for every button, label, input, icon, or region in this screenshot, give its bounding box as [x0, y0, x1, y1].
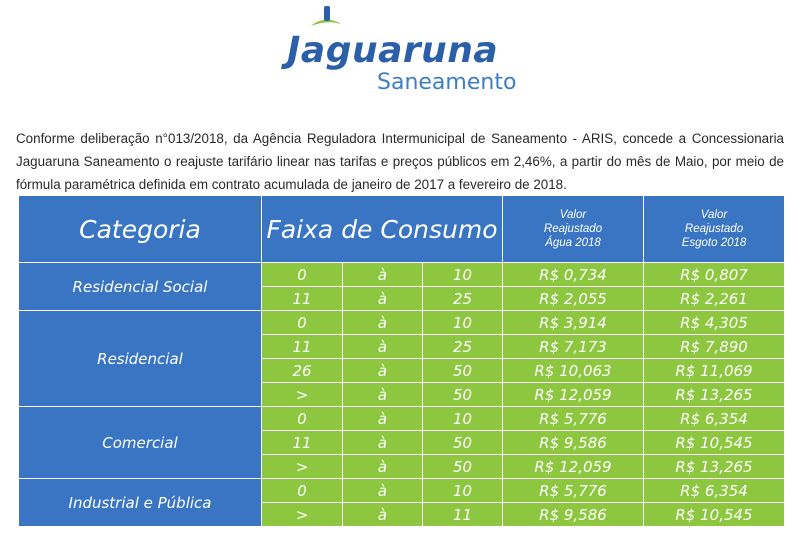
- range-to: 25: [423, 335, 503, 359]
- table-row: [19, 407, 785, 431]
- range-separator: à: [343, 383, 423, 407]
- range-to: 50: [423, 431, 503, 455]
- range-to: 10: [423, 407, 503, 431]
- header-valor-agua: [503, 196, 644, 263]
- table-row: [19, 263, 785, 287]
- table-header-row: [19, 196, 785, 263]
- range-from: 26: [262, 359, 343, 383]
- header-esgoto-line-3: Esgoto 2018: [681, 237, 747, 249]
- value-agua: R$ 5,776: [503, 407, 644, 431]
- range-separator: à: [343, 335, 423, 359]
- table-row: [19, 479, 785, 503]
- value-agua: R$ 0,734: [503, 263, 644, 287]
- range-separator: à: [343, 455, 423, 479]
- range-from: >: [262, 503, 343, 527]
- range-separator: à: [343, 479, 423, 503]
- range-from: 0: [262, 407, 343, 431]
- range-from: 11: [262, 431, 343, 455]
- range-separator: à: [343, 287, 423, 311]
- category-residencial-social: Residencial Social: [19, 263, 262, 311]
- range-to: 10: [423, 479, 503, 503]
- range-from: 0: [262, 263, 343, 287]
- range-to: 11: [423, 503, 503, 527]
- range-from: 0: [262, 311, 343, 335]
- range-to: 50: [423, 455, 503, 479]
- logo-name: Jaguaruna: [287, 30, 499, 71]
- value-esgoto: R$ 4,305: [644, 311, 785, 335]
- table-row: [19, 311, 785, 335]
- value-esgoto: R$ 0,807: [644, 263, 785, 287]
- category-residencial: Residencial: [19, 311, 262, 407]
- header-agua-line-1: Valor: [559, 209, 587, 221]
- range-from: 11: [262, 335, 343, 359]
- value-esgoto: R$ 7,890: [644, 335, 785, 359]
- value-agua: R$ 7,173: [503, 335, 644, 359]
- value-agua: R$ 12,059: [503, 455, 644, 479]
- header-agua-line-3: Água 2018: [545, 237, 601, 249]
- value-agua: R$ 10,063: [503, 359, 644, 383]
- intro-paragraph: Conforme deliberação n°013/2018, da Agência Reguladora Intermunicipal de Saneamento - ARIS, concede a Concessionaria Jaguaruna Saneamento o reajuste tarifário linear nas tarifas e preços públicos em 2,46%, a partir do mês de Maio, por meio de fórmula paramétrica definida em contrato acumulada de janeiro de 2017 a fevereiro de 2018.: [16, 131, 784, 193]
- range-to: 10: [423, 311, 503, 335]
- range-separator: à: [343, 407, 423, 431]
- value-agua: R$ 5,776: [503, 479, 644, 503]
- logo-subtitle: Saneamento: [377, 70, 517, 95]
- header-esgoto-line-2: Reajustado: [684, 223, 744, 235]
- value-agua: R$ 9,586: [503, 503, 644, 527]
- value-agua: R$ 9,586: [503, 431, 644, 455]
- value-esgoto: R$ 2,261: [644, 287, 785, 311]
- range-separator: à: [343, 359, 423, 383]
- range-from: 11: [262, 287, 343, 311]
- range-from: >: [262, 455, 343, 479]
- value-esgoto: R$ 11,069: [644, 359, 785, 383]
- header-faixa-de-consumo: Faixa de Consumo: [262, 196, 503, 263]
- value-esgoto: R$ 10,545: [644, 503, 785, 527]
- value-agua: R$ 2,055: [503, 287, 644, 311]
- header-valor-esgoto: [644, 196, 785, 263]
- range-to: 10: [423, 263, 503, 287]
- range-separator: à: [343, 263, 423, 287]
- value-esgoto: R$ 6,354: [644, 407, 785, 431]
- range-from: >: [262, 383, 343, 407]
- header-categoria: Categoria: [19, 196, 262, 263]
- range-separator: à: [343, 311, 423, 335]
- tariff-table: [18, 195, 785, 527]
- value-agua: R$ 12,059: [503, 383, 644, 407]
- value-esgoto: R$ 10,545: [644, 431, 785, 455]
- value-esgoto: R$ 6,354: [644, 479, 785, 503]
- category-industrial-e-publica: Industrial e Pública: [19, 479, 262, 527]
- value-esgoto: R$ 13,265: [644, 455, 785, 479]
- value-agua: R$ 3,914: [503, 311, 644, 335]
- range-to: 50: [423, 359, 503, 383]
- range-separator: à: [343, 431, 423, 455]
- value-esgoto: R$ 13,265: [644, 383, 785, 407]
- range-to: 50: [423, 383, 503, 407]
- company-logo: [285, 6, 520, 96]
- header-esgoto-line-1: Valor: [700, 209, 728, 221]
- category-comercial: Comercial: [19, 407, 262, 479]
- range-to: 25: [423, 287, 503, 311]
- range-from: 0: [262, 479, 343, 503]
- header-agua-line-2: Reajustado: [543, 223, 603, 235]
- range-separator: à: [343, 503, 423, 527]
